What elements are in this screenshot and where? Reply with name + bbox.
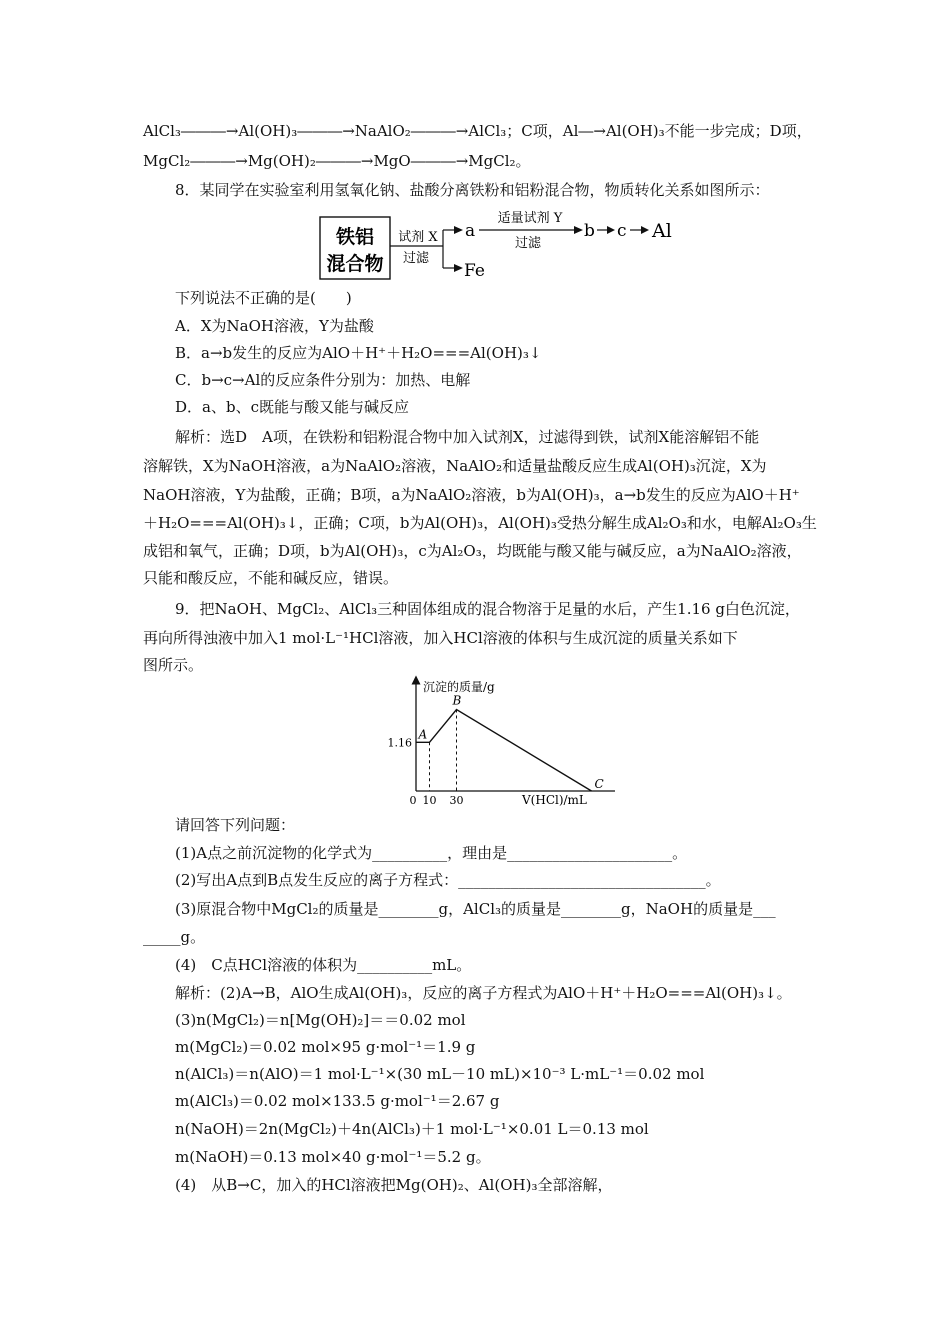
analysis-line: n(AlCl₃)＝n(AlO)＝1 mol·L⁻¹×(30 mL－10 mL)×10⁻³ L·mL⁻¹＝0.02 mol — [175, 1065, 705, 1083]
subquestion-3: (3)原混合物中MgCl₂的质量是________g，AlCl₃的质量是________g，NaOH的质量是___ — [175, 900, 776, 918]
x-axis-label: V(HCl)/mL — [522, 793, 587, 807]
node-fe: Fe — [464, 261, 485, 281]
analysis-line: NaOH溶液，Y为盐酸，正确；B项，a为NaAlO₂溶液，b为Al(OH)₃，a→b发生的反应为AlO＋H⁺ — [143, 486, 800, 504]
analysis-line: 解析：(2)A→B，AlO生成Al(OH)₃，反应的离子方程式为AlO＋H⁺＋H₂O===Al(OH)₃↓。 — [175, 984, 792, 1002]
subquestion-1: (1)A点之前沉淀物的化学式为__________，理由是______________________。 — [175, 844, 688, 862]
precipitate-chart — [383, 674, 623, 810]
question-9-stem: 再向所得浊液中加入1 mol·L⁻¹HCl溶液，加入HCl溶液的体积与生成沉淀的质量关系如下 — [143, 629, 738, 647]
analysis-line: m(NaOH)＝0.13 mol×40 g·mol⁻¹＝5.2 g。 — [175, 1148, 491, 1166]
option-a: A．X为NaOH溶液，Y为盐酸 — [175, 317, 374, 335]
option-d: D．a、b、c既能与酸又能与碱反应 — [175, 398, 409, 416]
reagent-x-label: 试剂 X — [398, 230, 438, 245]
node-al: Al — [652, 220, 672, 242]
node-c: c — [617, 221, 627, 241]
x-tick-label: 30 — [449, 794, 464, 807]
filter-label-1: 过滤 — [402, 251, 430, 266]
analysis-line: m(MgCl₂)＝0.02 mol×95 g·mol⁻¹＝1.9 g — [175, 1038, 476, 1056]
mixture-label-2: 混合物 — [326, 253, 384, 275]
analysis-line: n(NaOH)＝2n(MgCl₂)＋4n(AlCl₃)＋1 mol·L⁻¹×0.01 L＝0.13 mol — [175, 1120, 649, 1138]
point-label-B: B — [452, 693, 462, 708]
flow-diagram — [316, 206, 696, 288]
mixture-label-1: 铁铝 — [335, 226, 375, 248]
text-line: MgCl₂―――→Mg(OH)₂―――→MgO―――→MgCl₂。 — [143, 152, 531, 170]
question-8-stem: 8．某同学在实验室利用氢氧化钠、盐酸分离铁粉和铝粉混合物，物质转化关系如图所示： — [175, 181, 770, 199]
text-line: AlCl₃―――→Al(OH)₃―――→NaAlO₂―――→AlCl₃；C项，Al―→Al(OH)₃不能一步完成；D项， — [143, 122, 812, 140]
analysis-line: (3)n(MgCl₂)＝n[Mg(OH)₂]＝＝0.02 mol — [175, 1011, 466, 1029]
reagent-y-label: 适量试剂 Y — [497, 211, 563, 226]
analysis-line: ＋H₂O===Al(OH)₃↓，正确；C项，b为Al(OH)₃，Al(OH)₃受热分解生成Al₂O₃和水，电解Al₂O₃生 — [143, 514, 817, 532]
option-b: B．a→b发生的反应为AlO＋H⁺＋H₂O===Al(OH)₃↓ — [175, 344, 542, 362]
subquestion-2: (2)写出A点到B点发生反应的离子方程式：_________________________________。 — [175, 871, 721, 889]
filter-label-2: 过滤 — [514, 236, 542, 251]
x-tick-label: 10 — [422, 794, 437, 807]
y-tick-label: 1.16 — [387, 736, 412, 750]
analysis-line: m(AlCl₃)＝0.02 mol×133.5 g·mol⁻¹＝2.67 g — [175, 1092, 500, 1110]
option-c: C．b→c→Al的反应条件分别为：加热、电解 — [175, 371, 471, 389]
subquestion-3-cont: _____g。 — [143, 928, 206, 946]
node-a: a — [465, 221, 476, 241]
question-9-stem: 9．把NaOH、MgCl₂、AlCl₃三种固体组成的混合物溶于足量的水后，产生1.16 g白色沉淀， — [175, 600, 800, 618]
analysis-line: 溶解铁，X为NaOH溶液，a为NaAlO₂溶液，NaAlO₂和适量盐酸反应生成Al(OH)₃沉淀，X为 — [143, 457, 767, 475]
analysis-line: 只能和酸反应，不能和碱反应，错误。 — [143, 569, 399, 587]
series-line — [416, 710, 592, 791]
question-8-prompt: 下列说法不正确的是( ) — [175, 289, 352, 307]
question-9-prompt: 请回答下列问题： — [175, 816, 296, 834]
question-9-stem: 图所示。 — [143, 656, 204, 674]
x-tick-label: 0 — [409, 794, 417, 807]
subquestion-4: (4) C点HCl溶液的体积为__________mL。 — [175, 956, 472, 974]
point-label-C: C — [594, 777, 604, 791]
y-axis-label: 沉淀的质量/g — [423, 680, 495, 694]
analysis-line: (4) 从B→C，加入的HCl溶液把Mg(OH)₂、Al(OH)₃全部溶解， — [175, 1176, 613, 1194]
analysis-line: 成铝和氧气，正确；D项，b为Al(OH)₃，c为Al₂O₃，均既能与酸又能与碱反应，a为NaAlO₂溶液， — [143, 542, 802, 560]
point-label-A: A — [418, 727, 428, 742]
node-b: b — [584, 221, 595, 241]
analysis-line: 解析：选D A项，在铁粉和铝粉混合物中加入试剂X，过滤得到铁，试剂X能溶解铝不能 — [175, 428, 760, 446]
